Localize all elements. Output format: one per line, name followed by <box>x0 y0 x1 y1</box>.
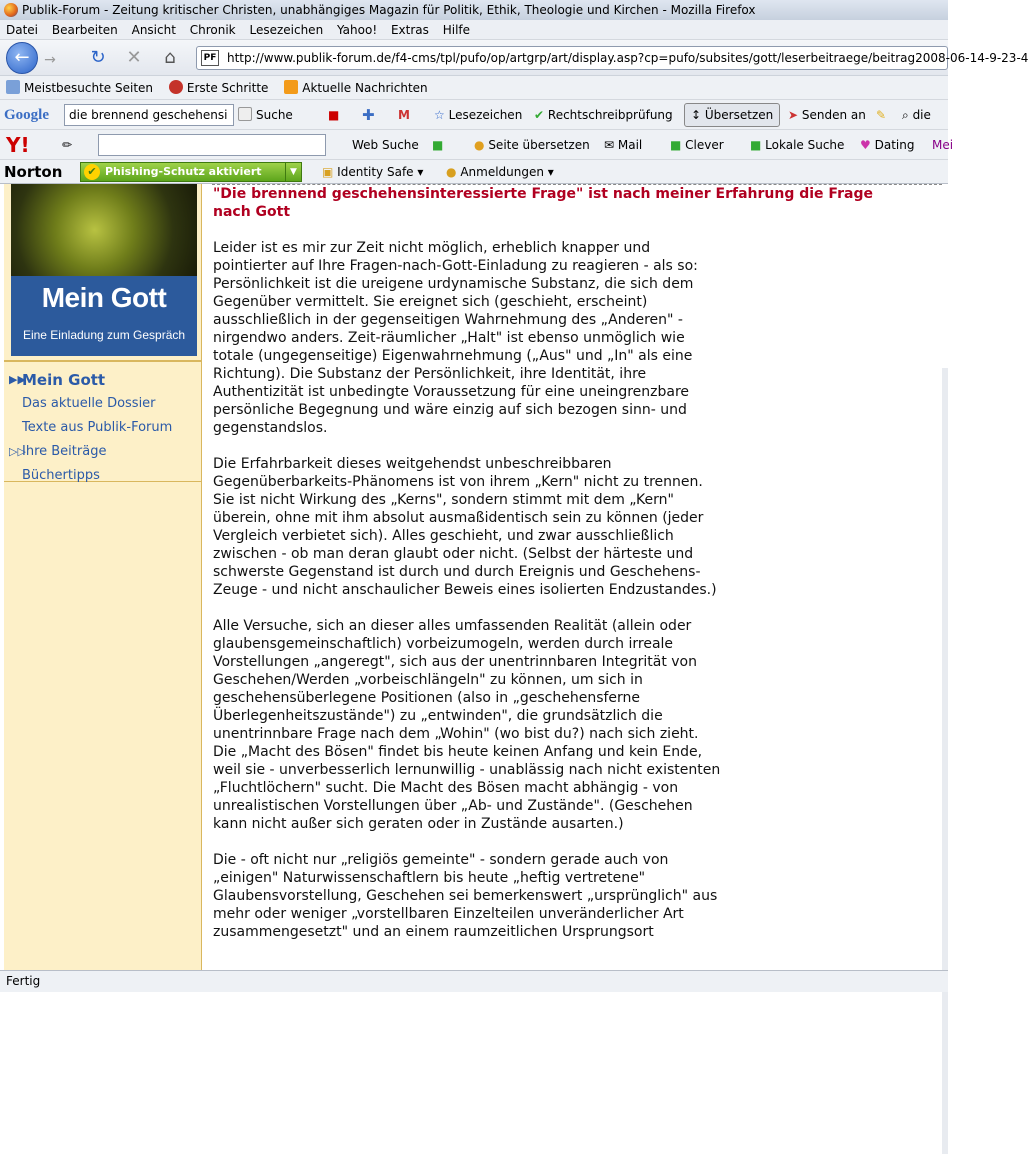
gmail-icon[interactable]: M <box>398 108 410 122</box>
heart-icon: ♥ <box>860 138 871 152</box>
firefox-icon <box>4 3 18 17</box>
url-text: http://www.publik-forum.de/f4-cms/tpl/pufo/op/artgrp/art/display.asp?cp=pufo/subsites/gott/leserbeitraege/beitrag2008-06-14-9-23-4 <box>227 51 1028 65</box>
article-paragraph: Leider ist es mir zur Zeit nicht möglich, erheblich knapper und pointierter auf Ihre Fragen-nach-Gott-Einladung zu reagieren - als so: Persönlichkeit ist die ureigene urdynamische Substanz, die sich dem Gegenüber vermittelt. Sie ereignet sich (geschieht, erscheint) ausschließlich in der gegenseitigen Wahrnehmung des „Anderen" - nirgendwo anders. Zeit-räumlicher „Halt" ist ebenso unmöglich wie totale (ungegenseitige) Eigenwahrnehmung („Aus" und „In" als eine Richtung). Die Substanz der Persönlichkeit, ihre Identität, ihre Authentizität ist unbedingte Voraussetzung für eine uneingrenzbare persönliche Begegnung und wäre einzig auf sich bezogen sinn- und gegenstandslos. <box>213 240 698 436</box>
checkmark-icon: ✔ <box>84 164 100 180</box>
bookmark-icon <box>6 80 20 94</box>
bookmark-meistbesucht[interactable] <box>6 76 153 100</box>
web-search-button[interactable]: Web Suche <box>352 138 419 152</box>
lock-icon: ▣ <box>322 165 334 179</box>
bookmark-erste-schritte[interactable] <box>169 76 269 100</box>
bookmarks-toolbar <box>0 76 948 100</box>
left-sidebar <box>4 184 202 970</box>
find-button[interactable] <box>902 100 931 130</box>
bookmark-icon <box>169 80 183 94</box>
highlight-icon[interactable]: ✎ <box>876 108 887 122</box>
rss-icon <box>284 80 298 94</box>
google-search-label: Suche <box>256 108 293 122</box>
article-paragraph: Alle Versuche, sich an dieser alles umfassenden Realität (allein oder glaubensgemeinschaftlich) vorbeizumogeln, werden durch irreale Vorstellungen „angeregt", sich aus der unentrinnbaren Integrität von Geschehen/Werden „vorbeischlängeln" zu können, um sich in geschehensüberlegene Positionen (also in „geschehensferne Überlegenheitszustände") zu „entwinden", die grundsätzlich die unentrinnbare Frage nach dem „Wohin" (wo bist du?) nach sich zieht. Die „Macht des Bösen" findet bis heute keinen Anfang und kein Ende, weil sie - unverbesserlich lernunwillig - unablässig nach nicht existenten „Fluchtlöchern" sucht. Die Macht des Bösen macht abhängig - von unrealistischen Vorstellungen über „Ab- und Zustände". (Geschehen kann nicht außer sich geraten oder in Zustände ausarten.) <box>213 618 721 832</box>
translate-page-icon: ● <box>474 138 485 152</box>
yahoo-search-input[interactable] <box>98 134 326 156</box>
pagerank-icon[interactable]: ■ <box>328 108 340 122</box>
banner-title: Mein Gott <box>41 282 167 313</box>
bookmarks-button[interactable] <box>434 100 522 130</box>
translate-icon: ↕ <box>691 108 702 122</box>
phishing-protection-button[interactable] <box>80 162 302 182</box>
banner-subtitle: Eine Einladung zum Gespräch <box>22 328 186 342</box>
clever-button[interactable] <box>670 130 724 160</box>
menu-chronik[interactable]: Chronik <box>189 23 236 37</box>
sidebar-nav <box>4 360 202 482</box>
menu-bar <box>0 20 948 40</box>
menu-yahoo[interactable]: Yahoo! <box>337 23 378 37</box>
search-icon <box>238 107 252 121</box>
sidebar-item-buechertipps[interactable] <box>4 464 202 488</box>
bookmarks-label: Lesezeichen <box>448 108 523 122</box>
pencil-icon[interactable]: ✏ <box>62 138 73 152</box>
navigation-toolbar <box>0 40 1028 76</box>
article-paragraph: Die Erfahrbarkeit dieses weitgehendst unbeschreibbaren Gegenüberbarkeits-Phänomens ist von ihrem „Kern" nicht zu trennen. Sie ist nicht Wirkung des „Kerns", sondern stimmt mit dem „Kern" überein, ohne mit ihm absolut ausmaßidentisch sein zu können (jeder Vergleich verbietet sich). Alles geschieht, und zwar ausschließlich zwischen - ob man deran glaubt oder nicht. (Selbst der härteste und schwerste Gegenstand ist durch und durch Ereignis und Geschehens-Zeuge - und nicht anschaulicher Beweis eines isolierten Endzustandes.) <box>213 456 717 598</box>
translate-label: Übersetzen <box>704 108 774 122</box>
chevron-down-icon[interactable]: ▼ <box>285 163 301 181</box>
phishing-label: Phishing-Schutz aktiviert <box>105 165 262 178</box>
send-icon: ➤ <box>788 108 799 122</box>
spellcheck-label: Rechtschreibprüfung <box>547 108 673 122</box>
yahoo-logo[interactable]: Y! <box>6 133 30 157</box>
mein-gott-banner[interactable] <box>11 184 197 356</box>
spellcheck-icon: ✔ <box>534 108 545 122</box>
menu-extras[interactable]: Extras <box>390 23 429 37</box>
sidebar-item-dossier[interactable] <box>4 392 202 416</box>
sidebar-item-label: Ihre Beiträge <box>22 444 107 459</box>
article-paragraph: Die - oft nicht nur „religiös gemeinte" - sondern gerade auch von „einigen" Naturwissenschaftlern bis heute „heftig vertretene" Glaubensvorstellung, Geschehen sei bemerkenswert „ursprünglich" aus mehr oder weniger „vorstellbaren Einzelteilen unveränderlicher Art zusammengesetzt" und an einem raumzeitlichen Ursprungsort <box>213 852 718 940</box>
translate-page-button[interactable] <box>474 130 590 160</box>
my-yahoo-button[interactable]: Mei <box>932 138 954 152</box>
reload-button[interactable]: ↻ <box>90 47 106 68</box>
google-toolbar <box>0 100 948 130</box>
yahoo-toolbar <box>0 130 954 160</box>
magnifier-icon: ⌕ <box>902 108 909 122</box>
page-content <box>0 184 948 970</box>
sidebar-item-label: Texte aus Publik-Forum <box>22 420 173 435</box>
banner-artwork <box>11 184 197 276</box>
address-bar[interactable] <box>196 46 1028 70</box>
translate-button[interactable] <box>684 103 780 127</box>
find-label: die <box>912 108 931 122</box>
norton-logo: Norton <box>4 163 63 181</box>
norton-toolbar <box>0 160 948 184</box>
forward-button[interactable]: → <box>44 52 56 68</box>
identity-safe-button[interactable]: ▣ Identity Safe ▾ <box>322 165 424 179</box>
local-search-label: Lokale Suche <box>765 138 845 152</box>
dating-button[interactable] <box>860 130 914 160</box>
article <box>212 184 942 970</box>
menu-bearbeiten[interactable]: Bearbeiten <box>51 23 118 37</box>
mail-label: Mail <box>617 138 643 152</box>
sidebar-item-mein-gott[interactable] <box>4 368 202 392</box>
local-search-button[interactable] <box>750 130 844 160</box>
sidebar-item-label: Das aktuelle Dossier <box>22 396 156 411</box>
article-headline: "Die brennend geschehensinteressierte Frage" ist nach meiner Erfahrung die Frage nach Gott <box>213 186 873 220</box>
vertical-scrollbar[interactable] <box>942 368 948 1154</box>
shield-icon[interactable]: ■ <box>432 138 444 152</box>
home-icon[interactable]: ⌂ <box>164 47 176 68</box>
bookmark-label: Erste Schritte <box>186 81 269 95</box>
google-search-button[interactable] <box>238 100 293 130</box>
status-text: Fertig <box>6 974 41 988</box>
stop-button[interactable]: ✕ <box>126 47 142 68</box>
logins-icon: ● <box>446 165 457 179</box>
menu-ansicht[interactable]: Ansicht <box>131 23 176 37</box>
status-bar <box>0 970 948 992</box>
plus-icon[interactable]: ✚ <box>362 106 375 124</box>
star-icon: ☆ <box>434 108 445 122</box>
bookmark-label: Aktuelle Nachrichten <box>302 81 428 95</box>
clever-icon: ■ <box>670 138 682 152</box>
local-search-icon: ■ <box>750 138 762 152</box>
mail-icon: ✉ <box>604 138 615 152</box>
send-to-button[interactable] <box>788 100 866 130</box>
window-title-bar <box>0 0 948 20</box>
google-logo[interactable]: Google <box>4 107 49 123</box>
google-search-input[interactable]: die brennend geschehensi <box>64 104 234 126</box>
bookmark-aktuelle-nachrichten[interactable] <box>284 76 427 100</box>
back-button[interactable]: ← <box>6 42 38 74</box>
logins-label: Anmeldungen <box>460 165 544 179</box>
clever-label: Clever <box>685 138 724 152</box>
identity-safe-label: Identity Safe <box>337 165 414 179</box>
arrow-right-icon: ▶▶ <box>9 373 26 386</box>
sidebar-item-label: Mein Gott <box>22 371 106 389</box>
menu-lesezeichen[interactable]: Lesezeichen <box>249 23 324 37</box>
site-favicon: PF <box>201 50 219 66</box>
arrow-right-icon: ▷▷ <box>9 445 26 458</box>
sidebar-item-ihre-beitraege[interactable] <box>4 440 202 464</box>
translate-page-label: Seite übersetzen <box>488 138 590 152</box>
bookmark-label: Meistbesuchte Seiten <box>24 81 154 95</box>
menu-datei[interactable]: Datei <box>6 23 39 37</box>
sidebar-item-label: Büchertipps <box>22 468 100 483</box>
send-label: Senden an <box>801 108 866 122</box>
dating-label: Dating <box>874 138 915 152</box>
menu-hilfe[interactable]: Hilfe <box>442 23 471 37</box>
logins-button[interactable]: ● Anmeldungen ▾ <box>446 165 554 179</box>
spellcheck-button[interactable] <box>534 100 673 130</box>
window-title: Publik-Forum - Zeitung kritischer Christen, unabhängiges Magazin für Politik, Ethik, Theologie und Kirchen - Mozilla Firefox <box>22 3 756 17</box>
sidebar-item-texte[interactable] <box>4 416 202 440</box>
mail-button[interactable] <box>604 130 642 160</box>
